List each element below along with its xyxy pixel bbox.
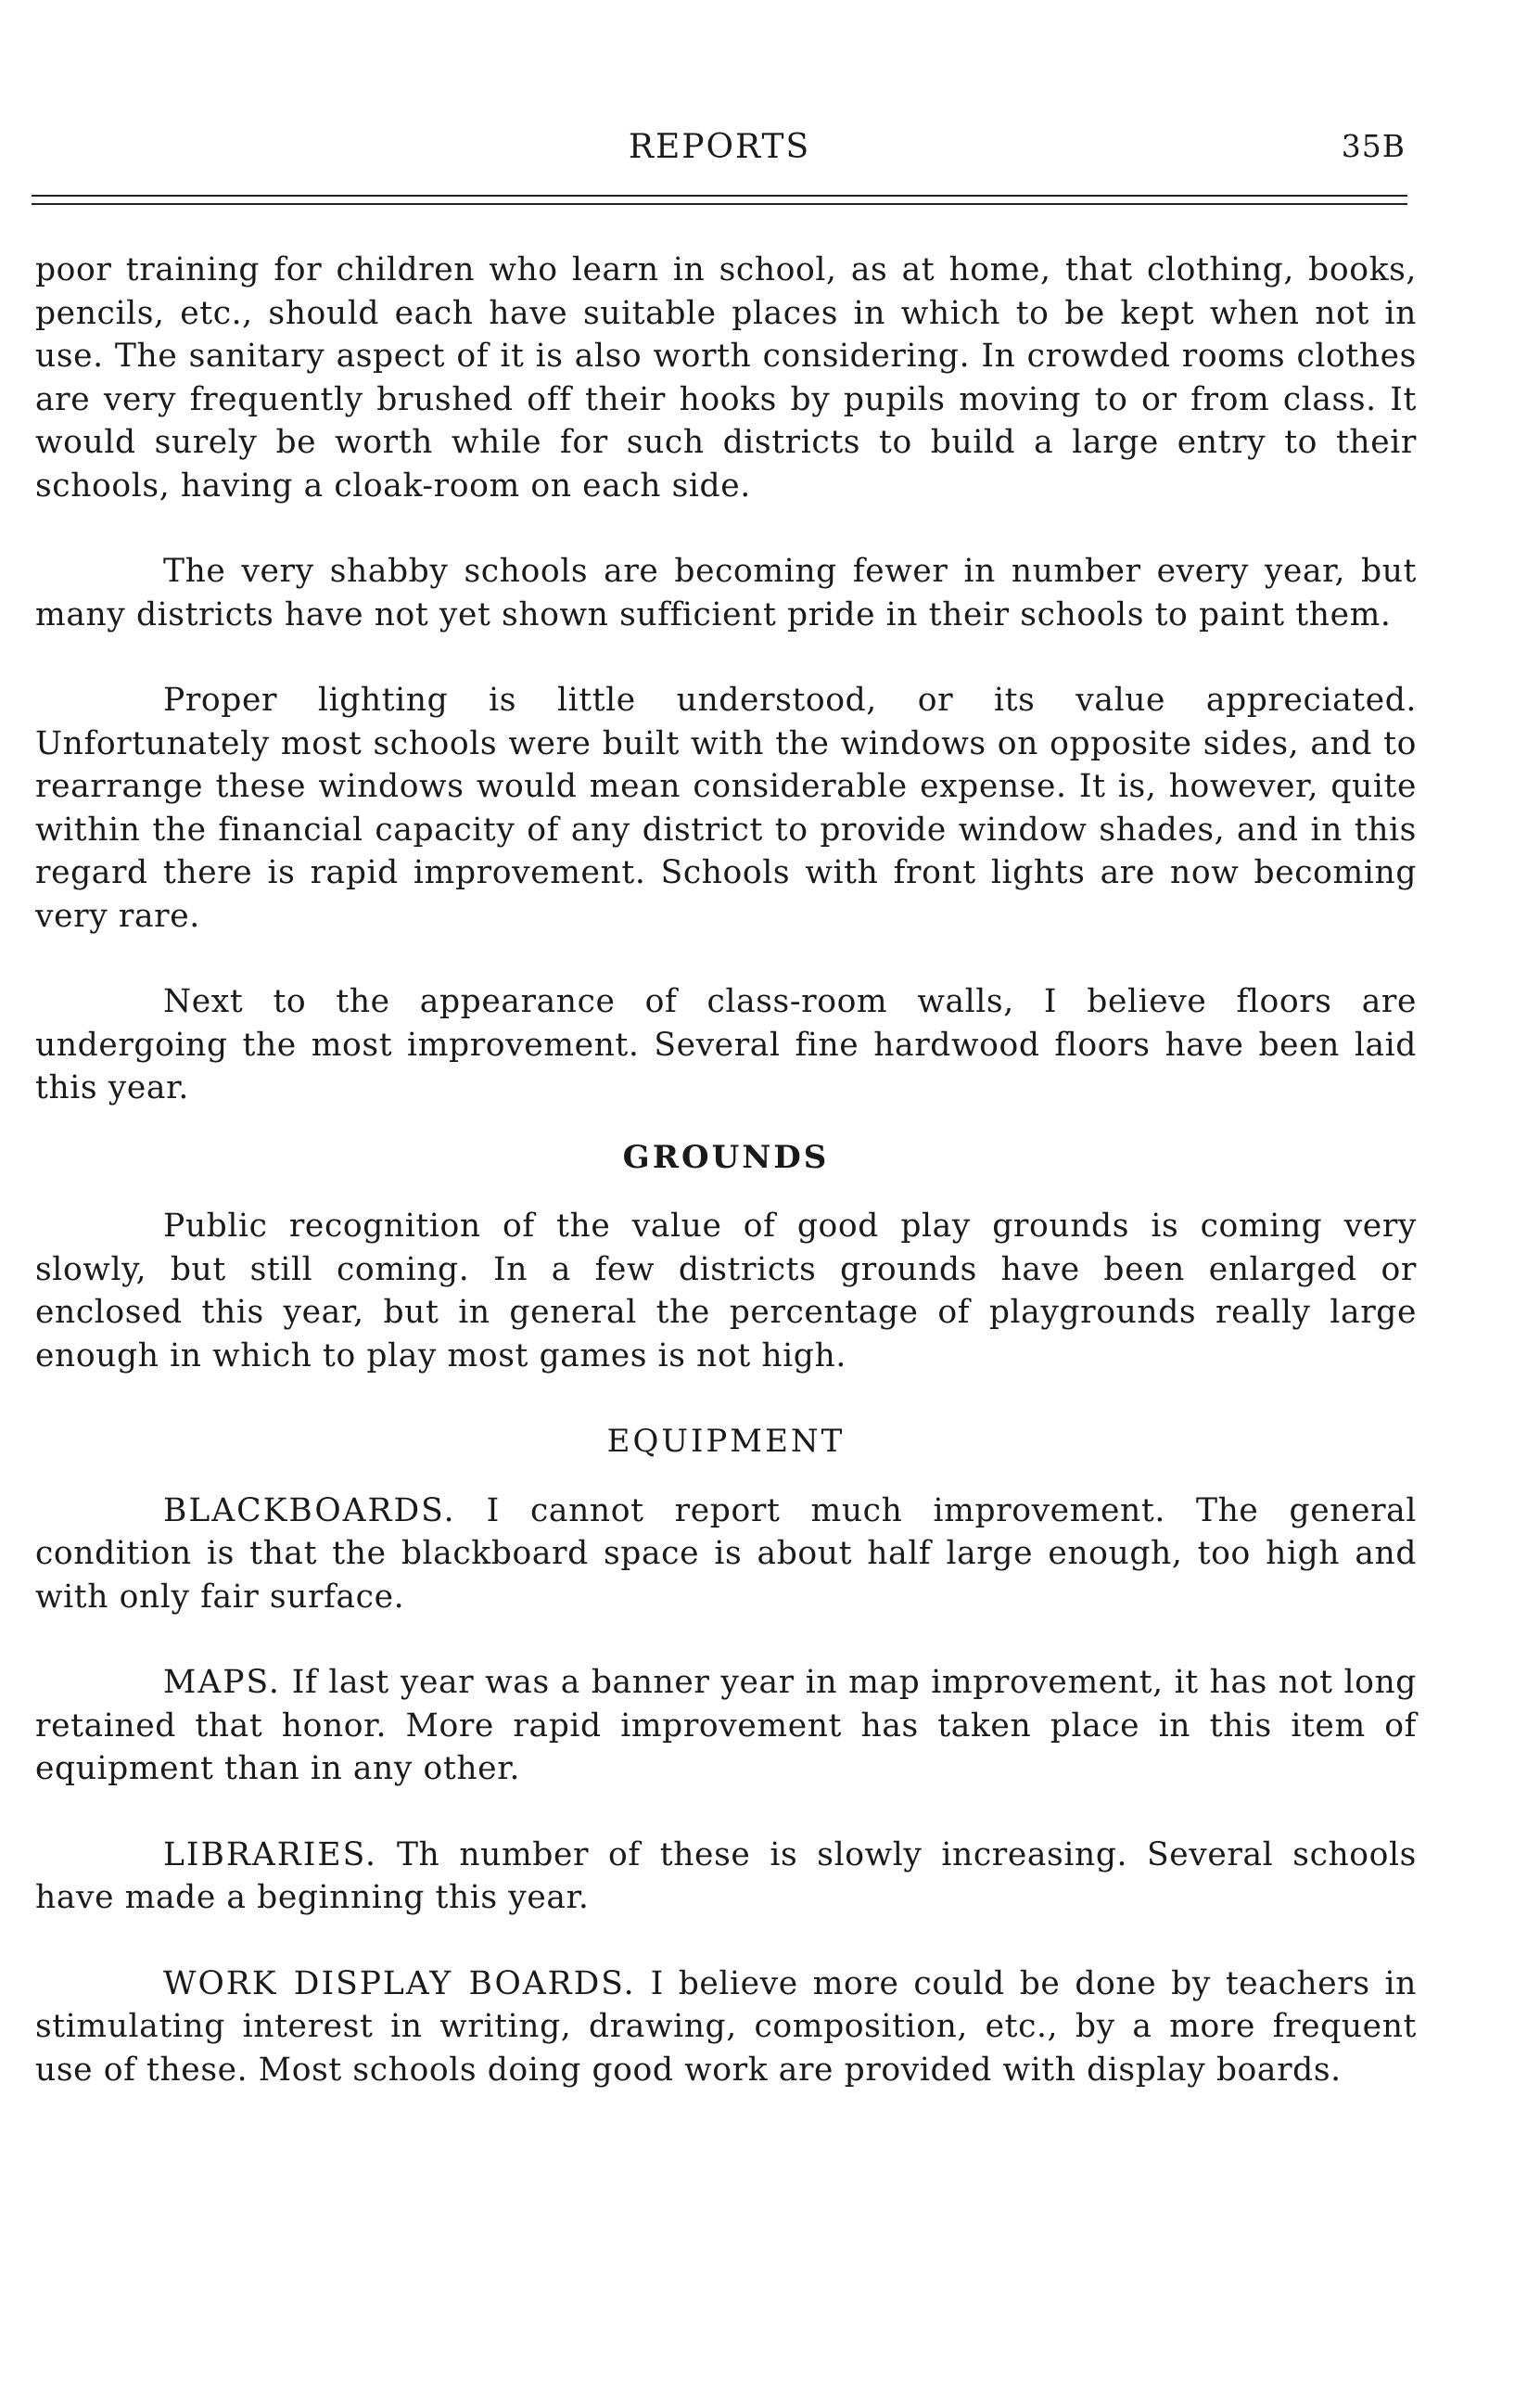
paragraph-blackboards [35, 1489, 1417, 1619]
paragraph-libraries [35, 1834, 1417, 1920]
header-rule-top [32, 195, 1407, 197]
text-maps: If last year was a banner year in map improvement, it has not long retained that honor. More rapid improvement has taken place in this item of equipment than in any other. [35, 1664, 1417, 1787]
lead-blackboards: BLACKBOARDS. [163, 1491, 456, 1529]
paragraph-maps [35, 1661, 1417, 1791]
lead-libraries: LIBRARIES. [163, 1835, 377, 1873]
body-text [35, 249, 1417, 2091]
paragraph-floors: Next to the appearance of class-room walls, I believe floors are undergoing the most improvement. Several fine hardwood floors have been laid this year. [35, 983, 1417, 1106]
lead-work-display-boards: WORK DISPLAY BOARDS. [163, 1964, 636, 2002]
paragraph-grounds: Public recognition of the value of good play grounds is coming very slowly, but still coming. In a few districts grounds have been enlarged or enclosed this year, but in general the percentage of playgrounds really large enough in which to play most games is not high. [35, 1208, 1417, 1374]
running-header [33, 128, 1406, 174]
header-rule-bottom [32, 203, 1407, 205]
header-title: REPORTS [628, 128, 811, 166]
section-heading-equipment: EQUIPMENT [606, 1423, 846, 1460]
paragraph-lighting: Proper lighting is little understood, or its value appreciated. Unfortunately most schools were built with the windows on opposite sides, and to rearrange these windows would mean considerable expense. It is, however, quite within the financial capacity of any district to provide window shades, and in this regard there is rapid improvement. Schools with front lights are now becoming very rare. [35, 682, 1417, 935]
text-work-display-boards: I believe more could be done by teachers in stimulating interest in writing, drawing, composition, etc., by a more frequent use of these. Most schools doing good work are provided with display boards. [35, 1964, 1417, 2089]
page-number: 35B [1341, 128, 1406, 164]
paragraph-cloakroom: poor training for children who learn in school, as at home, that clothing, books, pencils, etc., should each have suitable places in which to be kept when not in use. The sanitary aspect of it is also worth considering. In crowded rooms clothes are very frequently brushed off their hooks by pupils moving to or from class. It would surely be worth while for such districts to build a large entry to their schools, having a cloak-room on each side. [35, 251, 1417, 505]
text-blackboards: I cannot report much improvement. The general condition is that the blackboard space is about half large enough, too high and with only fair surface. [35, 1491, 1417, 1616]
paragraph-shabby-schools: The very shabby schools are becoming fewer in number every year, but many districts have not yet shown sufficient pride in their schools to paint them. [35, 553, 1417, 633]
lead-maps: MAPS. [163, 1664, 281, 1701]
paragraph-work-display-boards [35, 1962, 1417, 2092]
section-heading-grounds: GROUNDS [622, 1138, 830, 1176]
text-libraries: Th number of these is slowly increasing. Several schools have made a beginning this year. [35, 1835, 1417, 1916]
